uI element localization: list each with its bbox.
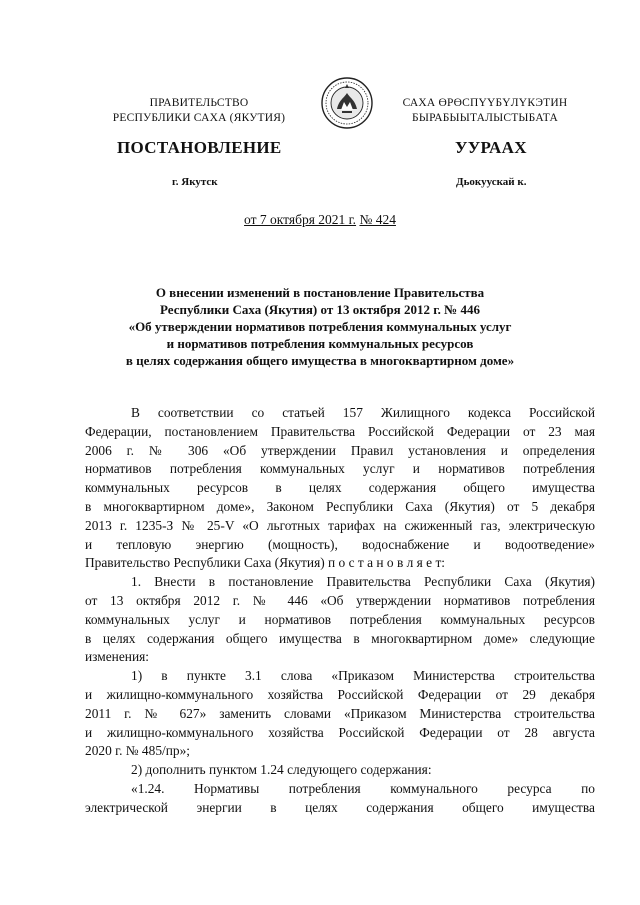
body-text-line: 2006 г. № 306 «Об утверждении Правил установления и определения: [85, 442, 595, 458]
body-text-line: Правительство Республики Саха (Якутия) п о с т а н о в л я е т:: [85, 555, 446, 571]
body-text-line: в целях содержания общего имущества в многоквартирном доме» следующие: [85, 630, 595, 646]
org-name-line2: РЕСПУБЛИКИ САХА (ЯКУТИЯ): [112, 112, 286, 124]
header-right-block: [380, 96, 590, 126]
body-text-line: нормативов потребления коммунальных услуг и нормативов потребления: [85, 461, 595, 477]
subject-line: Республики Саха (Якутия) от 13 октября 2012 г. № 446: [160, 302, 480, 317]
org-name-line1: ПРАВИТЕЛЬСТВО: [149, 97, 249, 109]
document-type-title-sakha: УУРААХ: [455, 138, 527, 157]
body-text-line: коммунальных ресурсов в целях содержания общего имущества: [85, 480, 595, 496]
coat-of-arms-emblem-icon: [320, 76, 374, 130]
city-name: г. Якутск: [172, 176, 218, 188]
body-text-line: и жилищно-коммунального хозяйства Российской Федерации от 28 августа: [85, 724, 595, 740]
body-text-line: «1.24. Нормативы потребления коммунального ресурса по: [131, 780, 595, 796]
body-text-line: изменения:: [85, 649, 150, 665]
body-text-line: 2) дополнить пунктом 1.24 следующего содержания:: [131, 762, 432, 778]
subject-line: и нормативов потребления коммунальных ресурсов: [166, 336, 474, 351]
decree-date-number: [0, 212, 640, 228]
org-name-sakha-line1: САХА ӨРӨСПҮҮБҮЛҮКЭТИН: [402, 97, 568, 109]
body-text-line: 1. Внести в постановление Правительства Республики Саха (Якутия): [131, 574, 595, 590]
body-text-line: в многоквартирном доме», Законом Республики Саха (Якутия) от 5 декабря: [85, 498, 595, 514]
body-text-line: от 13 октября 2012 г. № 446 «Об утверждении нормативов потребления: [85, 592, 595, 608]
header-left-block: [104, 96, 294, 126]
subject-line: «Об утверждении нормативов потребления коммунальных услуг: [128, 319, 512, 334]
body-text-line: и тепловую энергию (мощность), водоснабжение и водоотведение»: [85, 536, 595, 552]
body-text-line: коммунальных услуг и нормативов потребления коммунальных ресурсов: [85, 611, 595, 627]
body-text-line: и жилищно-коммунального хозяйства Российской Федерации от 29 декабря: [85, 686, 595, 702]
body-text-line: электрической энергии в целях содержания общего имущества: [85, 799, 595, 815]
org-name-sakha-line2: БЫРАБЫЫТАЛЫСТЫБАТА: [412, 112, 558, 124]
document-body: [85, 404, 595, 818]
subject-line: в целях содержания общего имущества в многоквартирном доме»: [125, 353, 515, 368]
body-text-line: Федерации, постановлением Правительства Российской Федерации от 23 мая: [85, 423, 595, 439]
body-text-line: 2020 г. № 485/пр»;: [85, 743, 191, 759]
body-text-line: 2013 г. 1235-З № 25-V «О льготных тарифах на сжиженный газ, электрическую: [85, 517, 595, 533]
subject-line: О внесении изменений в постановление Правительства: [155, 285, 485, 300]
body-text-line: 2011 г. № 627» заменить словами «Приказом Министерства строительства: [85, 705, 595, 721]
city-name-sakha: Дьокуускай к.: [456, 176, 527, 188]
decree-number: № 424: [359, 212, 396, 227]
body-text-line: 1) в пункте 3.1 слова «Приказом Министерства строительства: [131, 668, 595, 684]
document-subject: [80, 284, 560, 369]
body-text-line: В соответствии со статьей 157 Жилищного кодекса Российской: [131, 405, 595, 420]
decree-date: от 7 октября 2021 г.: [244, 212, 357, 227]
document-type-title: ПОСТАНОВЛЕНИЕ: [117, 138, 282, 157]
